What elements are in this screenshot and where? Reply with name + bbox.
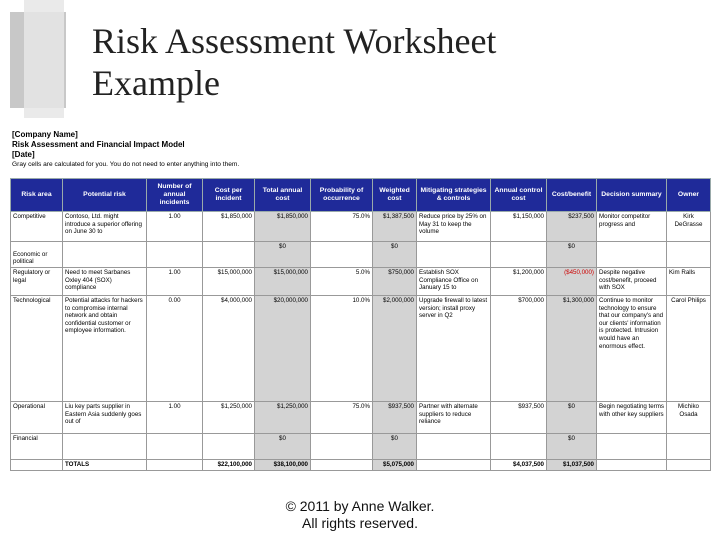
cell: $237,500 [547, 212, 597, 242]
cell [11, 460, 63, 471]
col-risk-area: Risk area [11, 179, 63, 212]
cell [417, 434, 491, 460]
cell [203, 242, 255, 268]
cell: 5.0% [311, 268, 373, 296]
col-mitigating: Mitigating strategies & controls [417, 179, 491, 212]
cell: $1,200,000 [491, 268, 547, 296]
cell [667, 460, 711, 471]
col-owner: Owner [667, 179, 711, 212]
model-title: Risk Assessment and Financial Impact Model [12, 140, 185, 149]
slide-title-line2: Example [92, 63, 220, 103]
cell [667, 242, 711, 268]
total-cost-benefit: $1,037,500 [547, 460, 597, 471]
cell: $1,387,500 [373, 212, 417, 242]
cell [491, 434, 547, 460]
cell: $0 [373, 434, 417, 460]
cell: Michiko Osada [667, 402, 711, 434]
cell: Liu key parts supplier in Eastern Asia suddenly goes out of [63, 402, 147, 434]
copyright-line: © 2011 by Anne Walker. [285, 498, 435, 514]
header-row [11, 179, 711, 212]
cell: $1,250,000 [255, 402, 311, 434]
cell [417, 460, 491, 471]
col-annual-incidents: Number of annual incidents [147, 179, 203, 212]
col-probability: Probability of occurrence [311, 179, 373, 212]
col-potential-risk: Potential risk [63, 179, 147, 212]
rights-line: All rights reserved. [302, 515, 418, 531]
table-row [11, 212, 711, 242]
cell [311, 242, 373, 268]
total-annual-cost: $38,100,000 [255, 460, 311, 471]
cell [597, 242, 667, 268]
worksheet-image [10, 130, 712, 482]
worksheet-header [10, 130, 712, 170]
cell: $0 [547, 242, 597, 268]
table-row [11, 434, 711, 460]
cell: $1,850,000 [255, 212, 311, 242]
col-cost-benefit: Cost/benefit [547, 179, 597, 212]
cell: $0 [547, 402, 597, 434]
table-row [11, 242, 711, 268]
slide-title-line1: Risk Assessment Worksheet [92, 21, 497, 61]
cell: Financial [11, 434, 63, 460]
cell: Begin negotiating terms with other key suppliers [597, 402, 667, 434]
cell: 0.00 [147, 296, 203, 402]
cell: $15,000,000 [255, 268, 311, 296]
title-accent-bar [0, 0, 74, 118]
cell [667, 434, 711, 460]
cell: 1.00 [147, 268, 203, 296]
cell [311, 460, 373, 471]
cell [147, 460, 203, 471]
cell: 10.0% [311, 296, 373, 402]
cell: Potential attacks for hackers to compromise internal network and obtain confidential customer or employee information. [63, 296, 147, 402]
cell: 1.00 [147, 402, 203, 434]
cell: $1,150,000 [491, 212, 547, 242]
date-label: [Date] [12, 150, 35, 159]
cell: Partner with alternate suppliers to reduce reliance [417, 402, 491, 434]
cell [417, 242, 491, 268]
gray-cells-note: Gray cells are calculated for you. You do not need to enter anything into them. [12, 161, 240, 168]
cell: Contoso, Ltd. might introduce a superior offering on June 30 to [63, 212, 147, 242]
total-cost-per-incident: $22,100,000 [203, 460, 255, 471]
cell: $937,500 [373, 402, 417, 434]
col-cost-per-incident: Cost per incident [203, 179, 255, 212]
cell: $0 [255, 242, 311, 268]
cell [63, 434, 147, 460]
cell: ($450,000) [547, 268, 597, 296]
cell: $20,000,000 [255, 296, 311, 402]
col-decision: Decision summary [597, 179, 667, 212]
cell [311, 434, 373, 460]
cell: Operational [11, 402, 63, 434]
total-control-cost: $4,037,500 [491, 460, 547, 471]
company-name: [Company Name] [12, 130, 78, 139]
col-total-annual-cost: Total annual cost [255, 179, 311, 212]
accent-light-block [24, 0, 64, 118]
table-row [11, 268, 711, 296]
cell: $1,300,000 [547, 296, 597, 402]
cell: Kirk DeGrasse [667, 212, 711, 242]
table-row [11, 402, 711, 434]
cell [203, 434, 255, 460]
cell: Despite negative cost/benefit, proceed with SOX [597, 268, 667, 296]
cell: $0 [255, 434, 311, 460]
cell [597, 434, 667, 460]
cell: Establish SOX Compliance Office on January 15 to [417, 268, 491, 296]
cell: $15,000,000 [203, 268, 255, 296]
cell: Carol Philips [667, 296, 711, 402]
table-row [11, 296, 711, 402]
cell: Kim Ralls [667, 268, 711, 296]
cell: Upgrade firewall to latest version; install proxy server in Q2 [417, 296, 491, 402]
cell: Competitive [11, 212, 63, 242]
slide-title [92, 20, 652, 104]
cell: $0 [373, 242, 417, 268]
cell: 75.0% [311, 212, 373, 242]
cell: Economic or political [11, 242, 63, 268]
cell: $1,850,000 [203, 212, 255, 242]
cell: Reduce price by 25% on May 31 to keep the volume [417, 212, 491, 242]
cell: $750,000 [373, 268, 417, 296]
cell: $700,000 [491, 296, 547, 402]
cell: Need to meet Sarbanes Oxley 404 (SOX) compliance [63, 268, 147, 296]
cell [491, 242, 547, 268]
cell: Regulatory or legal [11, 268, 63, 296]
cell: $1,250,000 [203, 402, 255, 434]
cell: $4,000,000 [203, 296, 255, 402]
cell [63, 242, 147, 268]
cell [147, 434, 203, 460]
cell: $2,000,000 [373, 296, 417, 402]
col-control-cost: Annual control cost [491, 179, 547, 212]
cell: Continue to monitor technology to ensure that our company's and our clients' information is protected. Intrusion would have an enormous effect. [597, 296, 667, 402]
cell [147, 242, 203, 268]
totals-row [11, 460, 711, 471]
cell: 75.0% [311, 402, 373, 434]
cell [597, 460, 667, 471]
risk-table [10, 178, 711, 471]
cell: Technological [11, 296, 63, 402]
total-weighted-cost: $5,075,000 [373, 460, 417, 471]
cell: Monitor competitor progress and [597, 212, 667, 242]
cell: $0 [547, 434, 597, 460]
cell: $937,500 [491, 402, 547, 434]
col-weighted-cost: Weighted cost [373, 179, 417, 212]
totals-label: TOTALS [63, 460, 147, 471]
cell: 1.00 [147, 212, 203, 242]
